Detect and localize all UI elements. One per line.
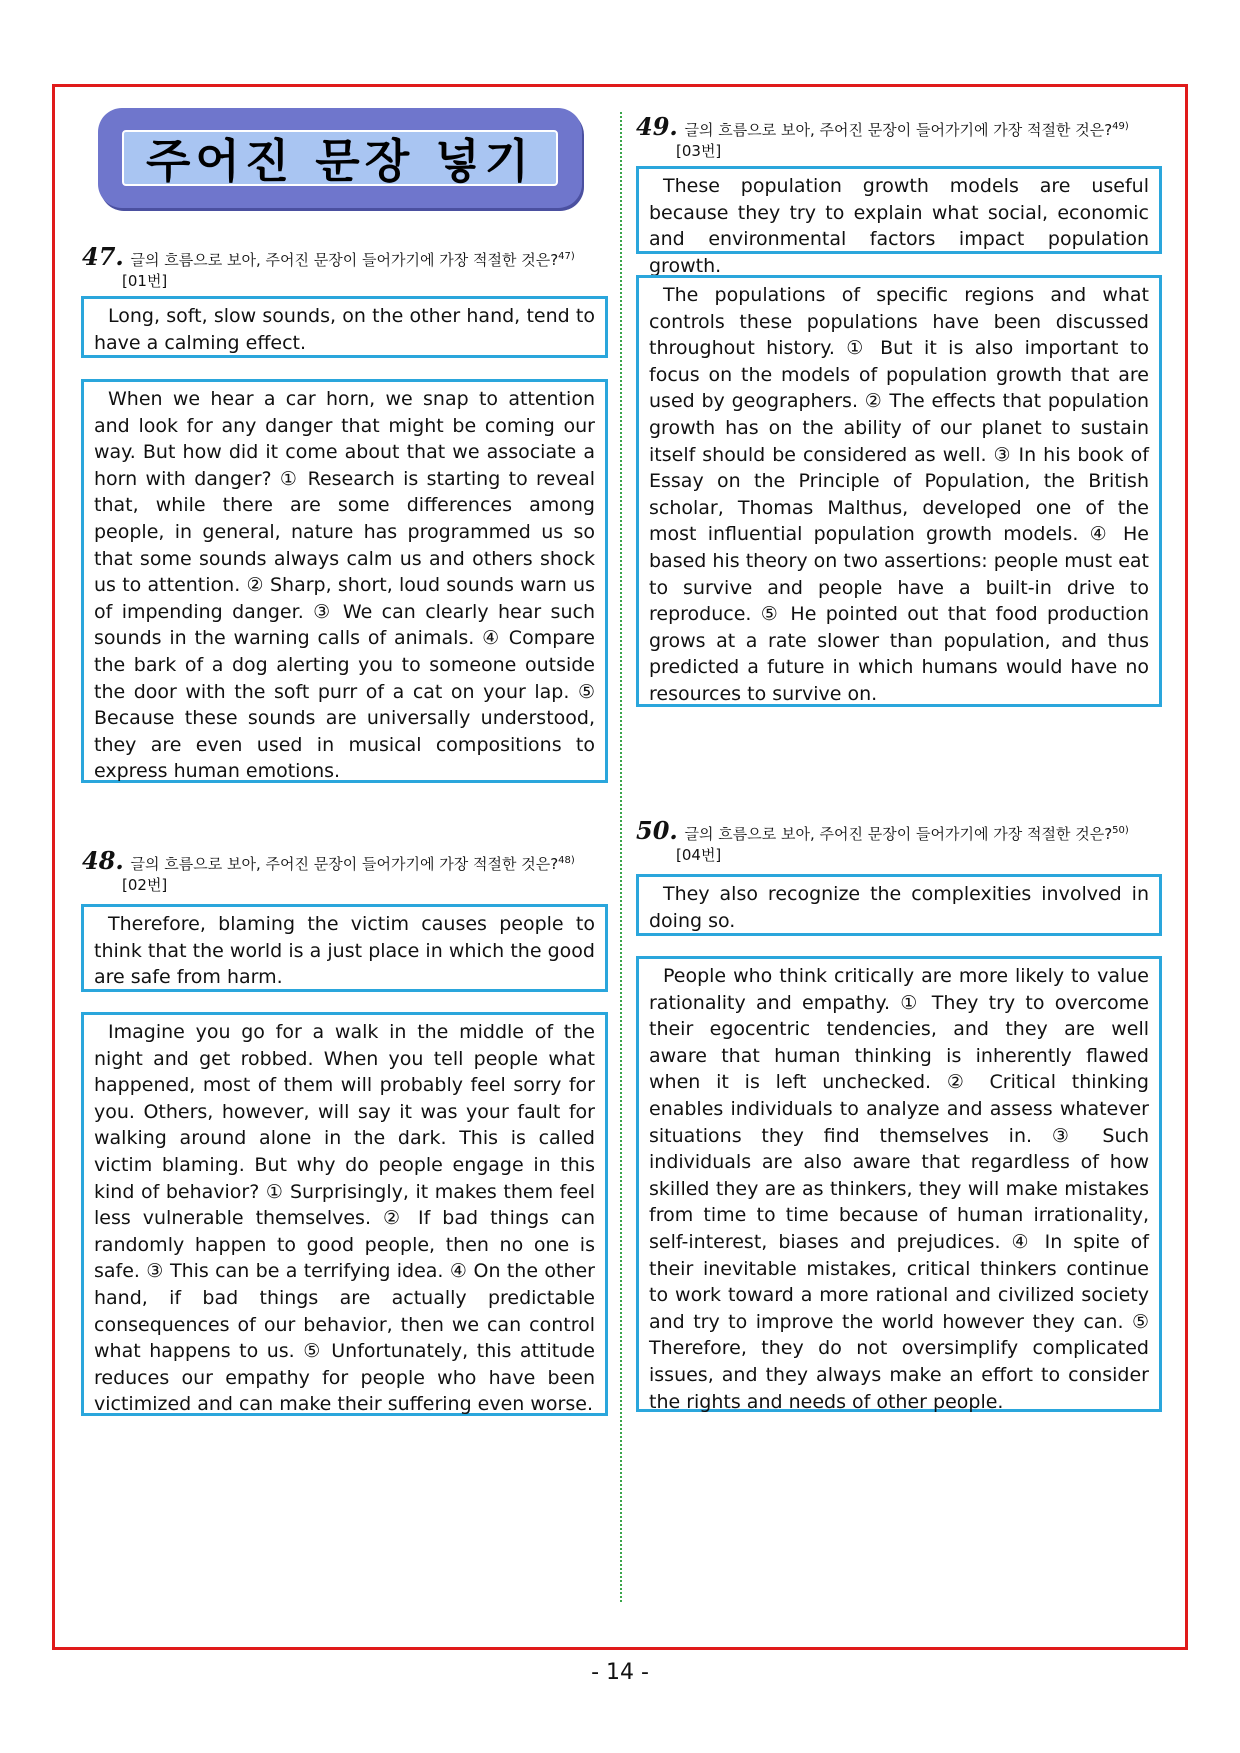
question-prompt: 글의 흐름으로 보아, 주어진 문장이 들어가기에 가장 적절한 것은? [130, 251, 559, 269]
title-inner [122, 130, 558, 186]
question-tag: [02번] [122, 876, 168, 894]
question-49-header [636, 112, 1166, 161]
passage-48: Imagine you go for a walk in the middle of the night and get robbed. When you tell people what happened, most of them will probably feel sorry for you. Others, however, will say it was your fault for walking around alone in the dark. This is called victim blaming. But why do people engage in this kind of behavior? ① Surprisingly, it makes them feel less vulnerable themselves. ② If bad things can randomly happen to good people, then no one is safe. ③ This can be a terrifying idea. ④ On the other hand, if bad things are actually predictable consequences of our behavior, then we can control what happens to us. ⑤ Unfortunately, this attitude reduces our empathy for people who have been victimized and can make their suffering even worse. [81, 1012, 608, 1416]
question-48-header [82, 846, 612, 895]
footnote-marker: 50) [1112, 825, 1129, 836]
question-tag: [03번] [676, 142, 722, 160]
footnote-marker: 49) [1112, 121, 1129, 132]
question-prompt: 글의 흐름으로 보아, 주어진 문장이 들어가기에 가장 적절한 것은? [130, 855, 559, 873]
given-sentence-48: Therefore, blaming the victim causes people to think that the world is a just place in which the good are safe from harm. [81, 904, 608, 992]
section-title: 주어진 문장 넣기 [145, 134, 535, 188]
question-number: 48. [82, 846, 124, 875]
question-number: 50. [636, 816, 678, 845]
given-sentence-47: Long, soft, slow sounds, on the other hand, tend to have a calming effect. [81, 296, 608, 358]
passage-47: When we hear a car horn, we snap to attention and look for any danger that might be coming our way. But how did it come about that we associate a horn with danger? ① Research is starting to reveal that, while there are some differences among people, in general, nature has programmed us so that some sounds always calm us and others shock us to attention. ② Sharp, short, loud sounds warn us of impending danger. ③ We can clearly hear such sounds in the warning calls of animals. ④ Compare the bark of a dog alerting you to someone outside the door with the soft purr of a cat on your lap. ⑤ Because these sounds are universally understood, they are even used in musical compositions to express human emotions. [81, 379, 608, 783]
given-sentence-50: They also recognize the complexities involved in doing so. [636, 874, 1162, 936]
page-number: - 14 - [591, 1660, 649, 1685]
column-divider [620, 112, 622, 1602]
passage-49: The populations of specific regions and what controls these populations have been discussed throughout history. ① But it is also important to focus on the models of population growth that are used by geographers. ② The effects that population growth has on the ability of our planet to sustain itself should be considered as well. ③ In his book of Essay on the Principle of Population, the British scholar, Thomas Malthus, developed one of the most influential population growth models. ④ He based his theory on two assertions: people must eat to survive and people have a built-in drive to reproduce. ⑤ He pointed out that food production grows at a rate slower than population, and thus predicted a future in which humans would have no resources to survive on. [636, 275, 1162, 707]
question-47-header [82, 242, 612, 291]
question-50-header [636, 816, 1166, 865]
footnote-marker: 47) [558, 251, 575, 262]
question-number: 47. [82, 242, 124, 271]
footnote-marker: 48) [558, 855, 575, 866]
title-banner [98, 108, 582, 208]
question-number: 49. [636, 112, 678, 141]
question-tag: [04번] [676, 846, 722, 864]
question-tag: [01번] [122, 272, 168, 290]
given-sentence-49: These population growth models are useful because they try to explain what social, economic and environmental factors impact population growth. [636, 166, 1162, 254]
question-prompt: 글의 흐름으로 보아, 주어진 문장이 들어가기에 가장 적절한 것은? [684, 121, 1113, 139]
passage-50: People who think critically are more likely to value rationality and empathy. ① They try to overcome their egocentric tendencies, and they are well aware that human thinking is inherently flawed when it is left unchecked. ② Critical thinking enables individuals to analyze and assess whatever situations they find themselves in. ③ Such individuals are also aware that regardless of how skilled they are as thinkers, they will make mistakes from time to time because of human irrationality, self-interest, biases and prejudices. ④ In spite of their inevitable mistakes, critical thinkers continue to work toward a more rational and civilized society and try to improve the world however they can. ⑤ Therefore, they do not oversimplify complicated issues, and they always make an effort to consider the rights and needs of other people. [636, 956, 1162, 1412]
question-prompt: 글의 흐름으로 보아, 주어진 문장이 들어가기에 가장 적절한 것은? [684, 825, 1113, 843]
